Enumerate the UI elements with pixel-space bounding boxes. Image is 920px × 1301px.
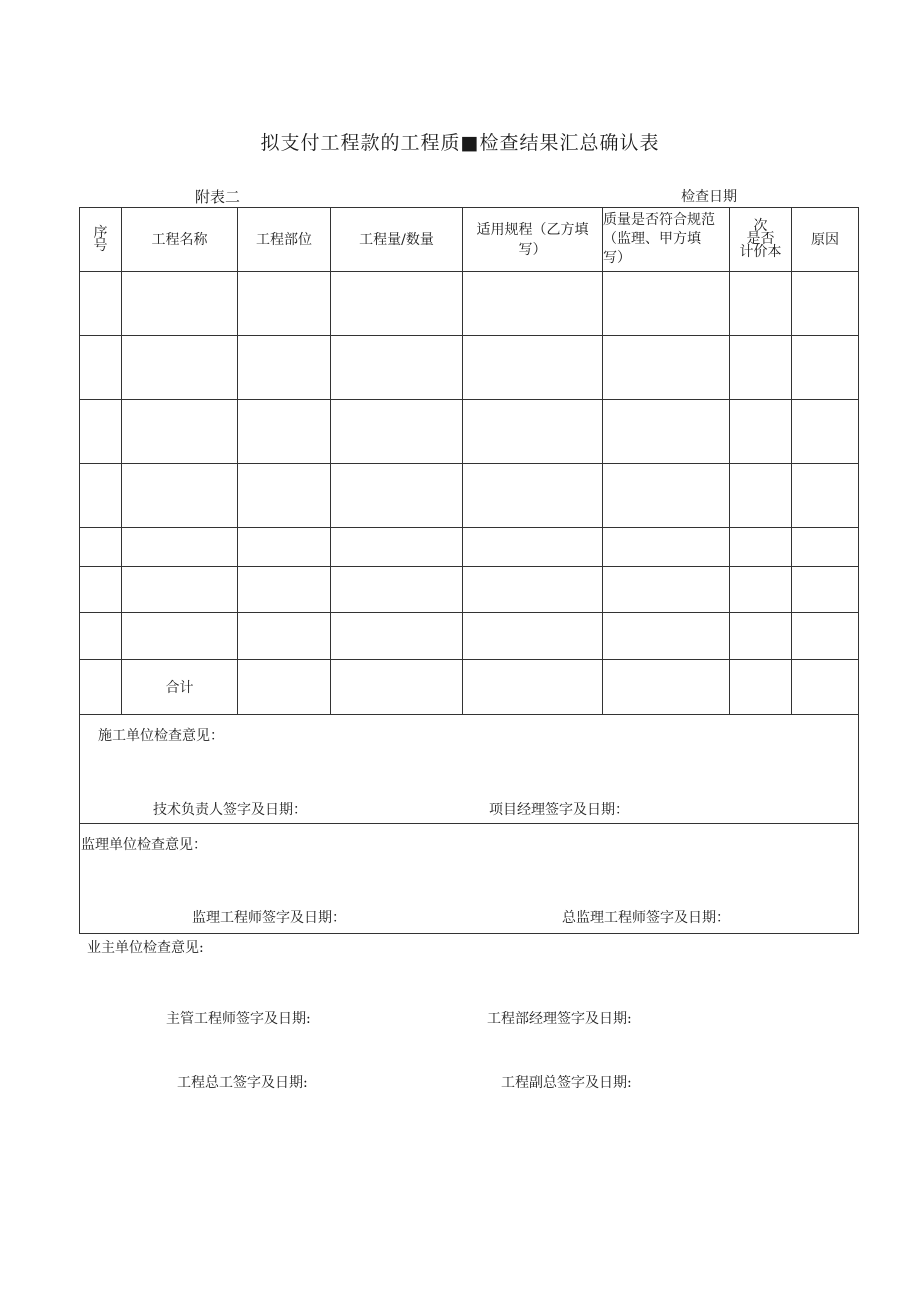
- supervisor-opinion-cell[interactable]: [80, 824, 859, 934]
- table-cell[interactable]: [122, 272, 238, 336]
- table-cell[interactable]: [792, 400, 859, 464]
- table-cell[interactable]: [603, 567, 730, 613]
- header-pricing: [730, 208, 792, 272]
- table-cell[interactable]: [238, 336, 331, 400]
- document-title: 拟支付工程款的工程质■检查结果汇总确认表: [260, 132, 660, 154]
- table-cell[interactable]: [603, 528, 730, 567]
- total-label: 合计: [122, 660, 238, 715]
- table-cell[interactable]: [80, 464, 122, 528]
- table-cell[interactable]: [792, 567, 859, 613]
- header-quality-line2: （监理、甲方填: [603, 231, 701, 247]
- table-cell[interactable]: [603, 613, 730, 660]
- table-cell[interactable]: [463, 660, 603, 715]
- table-cell[interactable]: [730, 464, 792, 528]
- table-cell[interactable]: [238, 272, 331, 336]
- table-cell[interactable]: [80, 272, 122, 336]
- header-project-part: 工程部位: [238, 208, 331, 272]
- table-cell[interactable]: [463, 464, 603, 528]
- table-cell[interactable]: [238, 567, 331, 613]
- table-cell[interactable]: [80, 567, 122, 613]
- header-quantity: 工程量/数量: [331, 208, 463, 272]
- contractor-opinion-label: 施工单位检查意见：: [98, 728, 224, 744]
- header-spec-line2: 写）: [518, 241, 547, 258]
- supervisor-opinion-label: 监理单位检查意见：: [81, 837, 207, 853]
- header-quality: [603, 208, 730, 272]
- table-cell[interactable]: [603, 336, 730, 400]
- table-cell[interactable]: [730, 400, 792, 464]
- table-cell[interactable]: [463, 336, 603, 400]
- table-cell[interactable]: [80, 336, 122, 400]
- table-cell[interactable]: [122, 567, 238, 613]
- engineering-manager-sign-label: 工程部经理签字及日期:: [487, 1011, 632, 1027]
- project-manager-sign-label: 项目经理签字及日期：: [489, 802, 629, 818]
- table-cell[interactable]: [122, 400, 238, 464]
- table-cell[interactable]: [122, 528, 238, 567]
- table-cell[interactable]: [331, 400, 463, 464]
- table-cell[interactable]: [792, 272, 859, 336]
- table-cell[interactable]: [331, 272, 463, 336]
- header-pricing-line2: 是否: [746, 231, 775, 247]
- appendix-label: 附表二: [195, 188, 241, 206]
- header-spec: [463, 208, 603, 272]
- table-row: [80, 400, 859, 464]
- table-cell[interactable]: [331, 660, 463, 715]
- table-cell[interactable]: [730, 613, 792, 660]
- table-cell[interactable]: [730, 567, 792, 613]
- table-cell[interactable]: [238, 400, 331, 464]
- table-cell[interactable]: [331, 613, 463, 660]
- table-cell[interactable]: [792, 613, 859, 660]
- deputy-general-sign-label: 工程副总签字及日期:: [501, 1075, 632, 1091]
- table-cell[interactable]: [792, 336, 859, 400]
- header-seq-top: 序: [93, 224, 108, 241]
- table-cell[interactable]: [331, 464, 463, 528]
- table-cell[interactable]: [80, 528, 122, 567]
- table-cell[interactable]: [603, 400, 730, 464]
- table-row: [80, 567, 859, 613]
- table-row: [80, 528, 859, 567]
- table-cell[interactable]: [80, 613, 122, 660]
- table-cell[interactable]: [331, 336, 463, 400]
- header-quality-line1: 质量是否符合规范: [603, 212, 715, 228]
- contractor-opinion-row: [80, 715, 859, 824]
- inspection-date-label: 检查日期: [681, 189, 737, 205]
- table-cell[interactable]: [463, 613, 603, 660]
- table-cell[interactable]: [463, 400, 603, 464]
- header-pricing-line1: 次: [753, 218, 768, 234]
- table-cell[interactable]: [80, 660, 122, 715]
- table-cell[interactable]: [463, 528, 603, 567]
- header-seq: [80, 208, 122, 272]
- table-cell[interactable]: [331, 567, 463, 613]
- table-cell[interactable]: [331, 528, 463, 567]
- header-reason: 原因: [792, 208, 859, 272]
- supervising-engineer-sign-label: 监理工程师签字及日期：: [192, 910, 346, 926]
- table-cell[interactable]: [603, 464, 730, 528]
- header-quality-line3: 写）: [603, 250, 631, 266]
- header-seq-bottom: 号: [93, 237, 108, 254]
- general-engineer-sign-label: 工程总工签字及日期:: [177, 1075, 308, 1091]
- header-spec-line1: 适用规程（乙方填: [476, 221, 589, 238]
- total-row: [80, 660, 859, 715]
- inspection-summary-table: [79, 207, 859, 934]
- table-cell[interactable]: [792, 660, 859, 715]
- table-cell[interactable]: [603, 660, 730, 715]
- chief-supervisor-sign-label: 总监理工程师签字及日期：: [562, 910, 730, 926]
- table-cell[interactable]: [463, 567, 603, 613]
- table-row: [80, 272, 859, 336]
- header-pricing-line3: 计价本: [739, 244, 782, 260]
- table-cell[interactable]: [238, 660, 331, 715]
- header-row: [80, 208, 859, 272]
- table-cell[interactable]: [122, 613, 238, 660]
- header-project-name: 工程名称: [122, 208, 238, 272]
- table-row: [80, 336, 859, 400]
- table-cell[interactable]: [792, 464, 859, 528]
- table-cell[interactable]: [122, 464, 238, 528]
- owner-opinion-label: 业主单位检查意见:: [87, 940, 204, 956]
- table-cell[interactable]: [238, 528, 331, 567]
- table-cell[interactable]: [730, 336, 792, 400]
- table-cell[interactable]: [80, 400, 122, 464]
- supervisor-opinion-row: [80, 824, 859, 934]
- chief-engineer-sign-label: 主管工程师签字及日期:: [166, 1011, 311, 1027]
- table-cell[interactable]: [238, 613, 331, 660]
- contractor-opinion-cell[interactable]: [80, 715, 859, 824]
- table-row: [80, 613, 859, 660]
- tech-lead-sign-label: 技术负责人签字及日期：: [153, 802, 307, 818]
- table-cell[interactable]: [122, 336, 238, 400]
- table-cell[interactable]: [730, 660, 792, 715]
- table-cell[interactable]: [730, 528, 792, 567]
- table-cell[interactable]: [730, 272, 792, 336]
- table-cell[interactable]: [792, 528, 859, 567]
- table-row: [80, 464, 859, 528]
- table-cell[interactable]: [603, 272, 730, 336]
- table-cell[interactable]: [463, 272, 603, 336]
- table-cell[interactable]: [238, 464, 331, 528]
